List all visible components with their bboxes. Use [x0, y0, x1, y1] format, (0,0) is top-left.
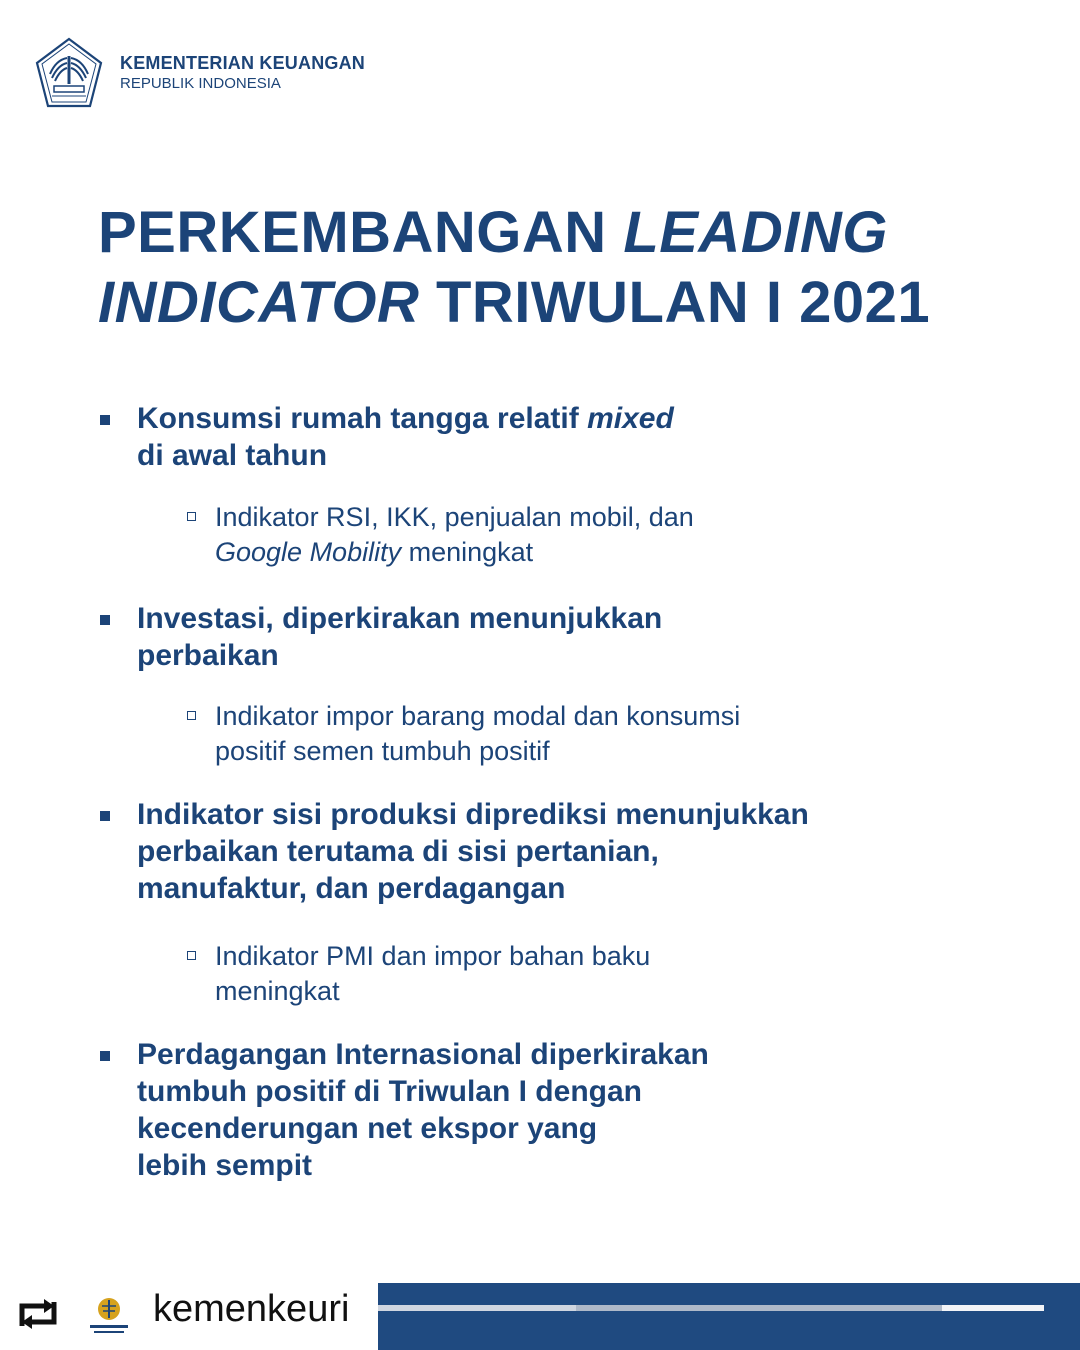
decorative-line: [576, 1305, 942, 1311]
username-link[interactable]: kemenkeuri: [153, 1288, 350, 1330]
list-item: [100, 400, 1000, 474]
item-text: perbaikan terutama di sisi pertanian,: [137, 835, 659, 868]
item-text: kecenderungan net ekspor yang: [137, 1112, 598, 1145]
item-italic-text: mixed: [587, 402, 674, 435]
decorative-line: [378, 1305, 576, 1311]
sub-item-italic-text: Google Mobility: [215, 537, 402, 567]
sub-item-text: positif semen tumbuh positif: [215, 736, 550, 766]
item-text: Perdagangan Internasional diperkirakan: [137, 1038, 709, 1071]
decorative-line: [942, 1305, 1044, 1311]
page-title: [98, 198, 998, 338]
sub-item-text: Indikator PMI dan impor bahan baku: [215, 941, 651, 971]
org-name: KEMENTERIAN KEUANGAN: [120, 53, 366, 73]
bullet-list: [100, 400, 1000, 1184]
sub-list-item: [215, 699, 1000, 769]
item-text: Konsumsi rumah tangga relatif: [137, 402, 588, 435]
title-italic-text: INDICATOR: [98, 270, 420, 335]
sub-item-text: meningkat: [215, 976, 340, 1006]
item-text: manufaktur, dan perdagangan: [137, 872, 566, 905]
item-text: perbaikan: [137, 639, 279, 672]
hollow-square-bullet-icon: [187, 951, 196, 960]
square-bullet-icon: [100, 811, 110, 821]
hollow-square-bullet-icon: [187, 711, 196, 720]
title-text: TRIWULAN I 2021: [419, 270, 931, 335]
item-text: lebih sempit: [137, 1149, 313, 1182]
header: [34, 36, 365, 110]
item-text: di awal tahun: [137, 439, 328, 472]
sub-item-text: Indikator impor barang modal dan konsumsi: [215, 701, 741, 731]
sub-list-item: [215, 939, 1000, 1009]
decorative-band: [378, 1283, 1080, 1350]
kemenkeu-logo: [34, 36, 104, 110]
org-subtitle: REPUBLIK INDONESIA: [120, 75, 281, 92]
sub-item-text: meningkat: [401, 537, 534, 567]
title-italic-text: LEADING: [623, 200, 888, 265]
sub-item-text: Indikator RSI, IKK, penjualan mobil, dan: [215, 502, 694, 532]
repost-icon[interactable]: [16, 1296, 60, 1332]
list-item: [100, 796, 1000, 907]
item-text: Investasi, diperkirakan menunjukkan: [137, 602, 663, 635]
list-item: [100, 600, 1000, 674]
repost-footer: [0, 1278, 1080, 1350]
square-bullet-icon: [100, 415, 110, 425]
square-bullet-icon: [100, 615, 110, 625]
title-text: PERKEMBANGAN: [98, 200, 624, 265]
account-avatar[interactable]: [86, 1294, 132, 1336]
item-text: Indikator sisi produksi diprediksi menunjukkan: [137, 798, 809, 831]
item-text: tumbuh positif di Triwulan I dengan: [137, 1075, 642, 1108]
hollow-square-bullet-icon: [187, 512, 196, 521]
list-item: [100, 1036, 1000, 1184]
square-bullet-icon: [100, 1051, 110, 1061]
sub-list-item: [215, 500, 1000, 570]
